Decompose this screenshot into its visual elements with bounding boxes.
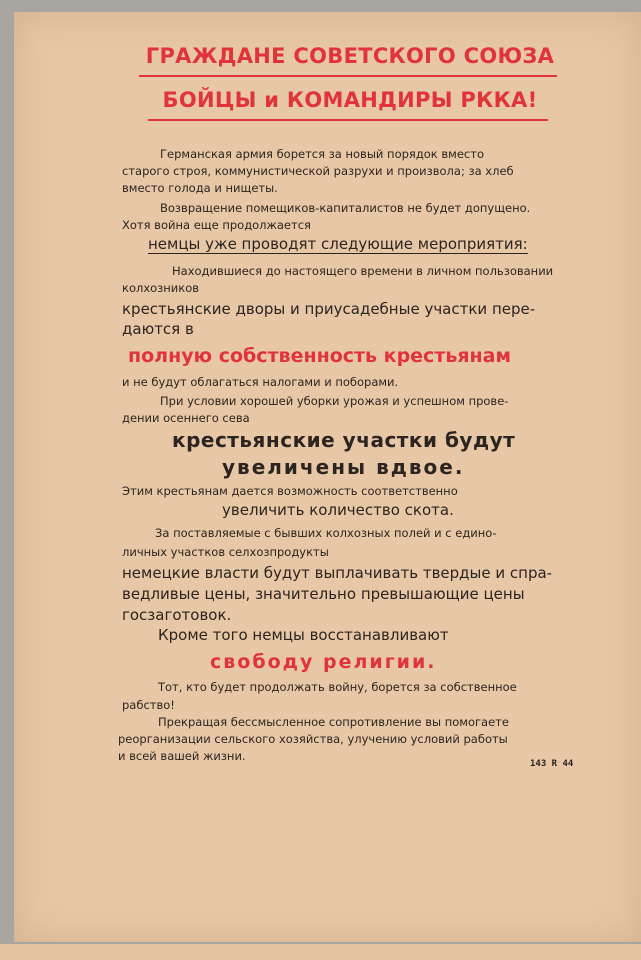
para-6-line-2: дении осеннего сева xyxy=(122,411,250,425)
heading-citizens: ГРАЖДАНЕ СОВЕТСКОГО СОЮЗА xyxy=(145,44,555,68)
para-3-line-1: Находившиеся до настоящего времени в личном пользовании xyxy=(172,264,554,278)
para-2-line-1: Возвращение помещиков-капиталистов не будет допущено. xyxy=(160,201,531,215)
measures-heading: немцы уже проводят следующие мероприятия: xyxy=(148,235,528,253)
para-4-line-2: даются в xyxy=(122,320,194,338)
para-11-line-1: Тот, кто будет продолжать войну, борется за собственное xyxy=(158,680,517,694)
para-4-line-1: крестьянские дворы и приусадебные участки пере- xyxy=(122,300,536,318)
bold-plots-line-1: крестьянские участки будут xyxy=(172,428,516,452)
leaflet-code: 143 R 44 xyxy=(530,759,574,769)
para-12-line-3: и всей вашей жизни. xyxy=(118,749,246,763)
para-8-line-2: личных участков селхозпродукты xyxy=(122,545,329,559)
para-9-line-1: немецкие власти будут выплачивать твердые и спра- xyxy=(122,564,553,582)
para-7-line-1: Этим крестьянам дается возможность соответственно xyxy=(122,484,458,498)
red-rule-top xyxy=(139,75,557,77)
para-5: и не будут облагаться налогами и поборами. xyxy=(122,375,399,389)
heading-soldiers: БОЙЦЫ и КОМАНДИРЫ РККА! xyxy=(162,88,538,112)
para-10: Кроме того немцы восстанавливают xyxy=(158,626,449,644)
para-8-line-1: За поставляемые с бывших колхозных полей и с едино- xyxy=(155,526,497,540)
para-9-line-2: ведливые цены, значительно превышающие цены xyxy=(122,585,525,603)
para-9-line-3: госзаготовок. xyxy=(122,606,232,624)
red-rule-bottom xyxy=(148,119,548,121)
para-6-line-1: При условии хорошей уборки урожая и успешном прове- xyxy=(160,394,509,408)
para-2-line-2: Хотя война еще продолжается xyxy=(122,218,311,232)
bold-plots-line-2: увеличены вдвое. xyxy=(222,455,465,479)
red-full-ownership: полную собственность крестьянам xyxy=(128,345,512,367)
para-3-line-2: колхозников xyxy=(122,281,200,295)
para-12-line-1: Прекращая бессмысленное сопротивление вы помогаете xyxy=(158,715,509,729)
para-11-line-2: рабство! xyxy=(122,698,175,712)
para-1-line-3: вместо голода и нищеты. xyxy=(122,181,278,195)
para-12-line-2: реорганизации сельского хозяйства, улучению условий работы xyxy=(118,732,508,746)
para-7-line-2: увеличить количество скота. xyxy=(222,501,454,519)
para-1-line-1: Германская армия борется за новый порядок вместо xyxy=(160,147,484,161)
para-1-line-2: старого строя, коммунистической разрухи и произвола; за хлеб xyxy=(122,164,514,178)
red-freedom-of-religion: свободу религии. xyxy=(210,651,437,673)
